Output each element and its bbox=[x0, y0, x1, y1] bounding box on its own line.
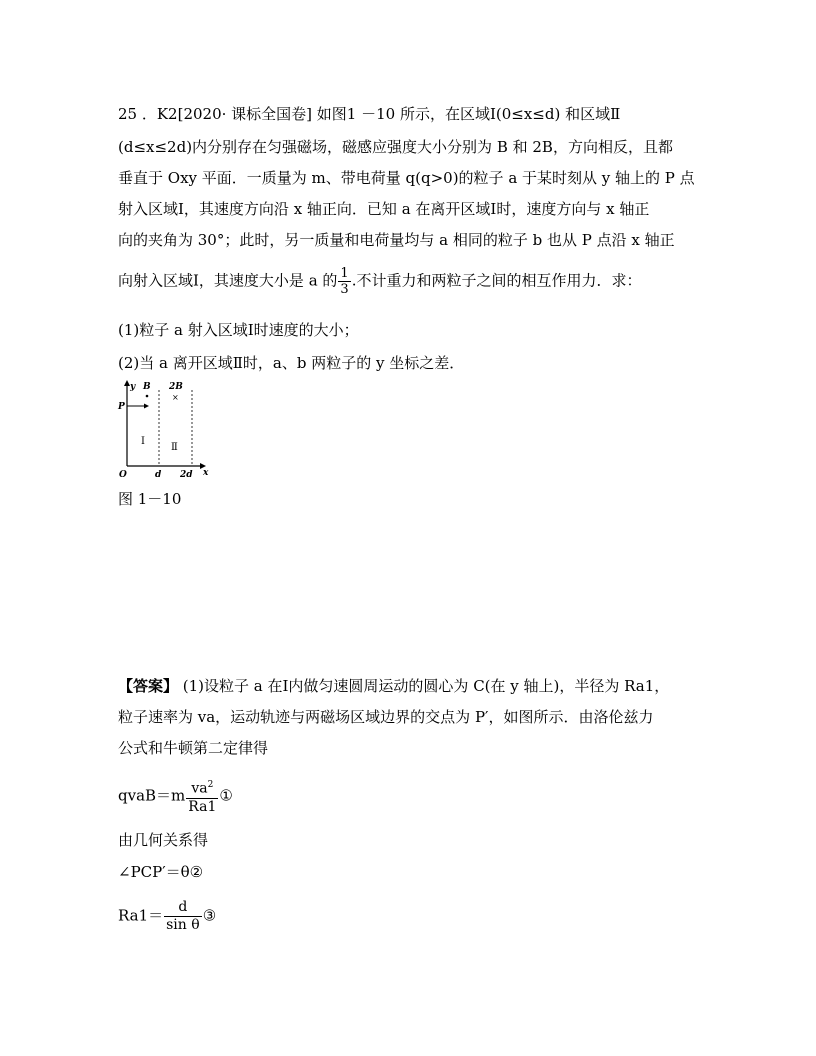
answer-line-1-text: (1)设粒子 a 在Ⅰ内做匀速圆周运动的圆心为 C(在 y 轴上)，半径为 Ra1， bbox=[178, 677, 670, 695]
answer-line-2: 粒子速率为 va，运动轨迹与两磁场区域边界的交点为 P′，如图所示．由洛伦兹力 bbox=[118, 708, 654, 726]
equation-3 bbox=[118, 899, 216, 934]
eq3-fraction bbox=[164, 899, 202, 934]
label-2d: 2d bbox=[180, 470, 193, 480]
fraction-numerator: 1 bbox=[340, 266, 349, 281]
problem-line-1: 25 ．K2[2020· 课标全国卷] 如图1 －10 所示，在区域Ⅰ(0≤x≤d) 和区域Ⅱ bbox=[118, 105, 621, 123]
one-third-fraction bbox=[338, 266, 350, 297]
y-axis-label: y bbox=[130, 382, 136, 392]
region-1-label: Ⅰ bbox=[141, 436, 145, 447]
eq3-denominator: sin θ bbox=[166, 917, 200, 933]
figure bbox=[112, 378, 222, 482]
eq1-num-text: va bbox=[191, 780, 208, 797]
eq1-tag: ① bbox=[219, 786, 233, 805]
fraction-denominator: 3 bbox=[340, 282, 349, 297]
problem-line-6-post: .不计重力和两粒子之间的相互作用力．求： bbox=[351, 271, 642, 290]
problem-line-6 bbox=[118, 266, 641, 297]
question-1: (1)粒子 a 射入区域Ⅰ时速度的大小； bbox=[118, 321, 359, 339]
eq3-tag: ③ bbox=[202, 906, 217, 925]
eq1-fraction bbox=[186, 777, 218, 816]
problem-line-2: (d≤x≤2d)内分别存在匀强磁场，磁感应强度大小分别为 B 和 2B，方向相反，且都 bbox=[118, 138, 673, 156]
x-axis-label: x bbox=[203, 468, 209, 478]
label-B: B bbox=[143, 382, 151, 392]
eq1-numerator bbox=[186, 777, 218, 799]
problem-line-4: 射入区域Ⅰ，其速度方向沿 x 轴正向．已知 a 在离开区域Ⅰ时，速度方向与 x 轴正 bbox=[118, 200, 650, 218]
problem-line-5: 向的夹角为 30°；此时，另一质量和电荷量均与 a 相同的粒子 b 也从 P 点沿 x 轴正 bbox=[118, 231, 675, 249]
eq1-lhs: qvaB＝m bbox=[118, 786, 186, 805]
equation-2: ∠PCP′＝θ② bbox=[118, 863, 204, 881]
answer-line-3: 公式和牛顿第二定律得 bbox=[118, 739, 269, 757]
answer-tag: 【答案】 bbox=[118, 677, 179, 695]
answer-line-1 bbox=[118, 676, 669, 696]
eq3-numerator: d bbox=[164, 899, 202, 917]
label-2B: 2B bbox=[169, 382, 183, 392]
equation-1 bbox=[118, 777, 233, 816]
problem-line-3: 垂直于 Oxy 平面．一质量为 m、带电荷量 q(q>0)的粒子 a 于某时刻从 y 轴上的 P 点 bbox=[118, 169, 695, 187]
geometry-line: 由几何关系得 bbox=[118, 831, 209, 849]
magnetic-field-diagram bbox=[112, 378, 222, 482]
eq3-lhs: Ra1＝ bbox=[118, 906, 164, 925]
label-d: d bbox=[155, 470, 162, 480]
question-2: (2)当 a 离开区域Ⅱ时，a、b 两粒子的 y 坐标之差． bbox=[118, 354, 465, 372]
velocity-arrow-head bbox=[144, 404, 149, 409]
label-O: O bbox=[119, 470, 127, 480]
label-P: P bbox=[118, 402, 125, 412]
eq1-superscript: 2 bbox=[207, 780, 214, 790]
field-into-cross: × bbox=[172, 393, 179, 402]
field-out-dot bbox=[146, 395, 149, 398]
problem-line-6-pre: 向射入区域Ⅰ，其速度大小是 a 的 bbox=[118, 271, 338, 290]
figure-caption: 图 1－10 bbox=[118, 490, 182, 508]
eq1-denominator: Ra1 bbox=[188, 798, 217, 815]
region-2-label: Ⅱ bbox=[171, 442, 178, 453]
